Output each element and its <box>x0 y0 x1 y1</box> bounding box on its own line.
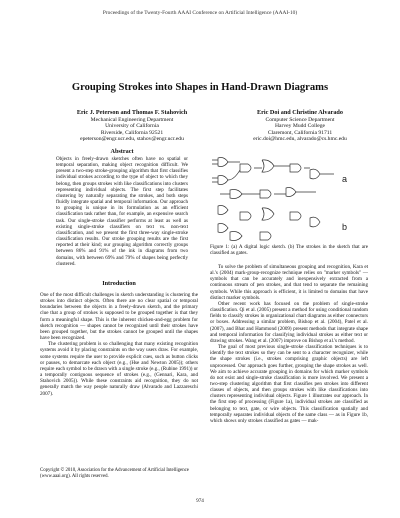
abstract-heading: Abstract <box>110 148 134 155</box>
paper-title: Grouping Strokes into Shapes in Hand-Drawn Diagrams <box>71 82 329 93</box>
page-number: 974 <box>196 498 204 504</box>
proceedings-header: Proceedings of the Twenty-Fourth AAAI Conference on Artificial Intelligence (AAAI-10) <box>102 10 298 16</box>
author-location: Riverside, California 92521 <box>100 129 164 136</box>
author-email: epeterson@engr.ucr.edu, stahov@engr.ucr.edu <box>80 136 184 143</box>
author-names: Eric Doi and Christine Alvarado <box>257 109 343 116</box>
author-block-left <box>52 110 212 143</box>
right-paragraph-3: The goal of most previous single-stroke classification techniques is to identify the text strokes so they can be sent to a character recognizer, while the shape strokes (i.e., strokes comprising graphic objects) are left unprocessed. Our approach goes further, grouping the shape strokes as well. We aim to achieve accurate grouping in domains for which marker symbols do not exist and single-stroke classification is more involved. We present a two-step clustering algorithm that first classifies pen strokes into different classes of objects, and then groups strokes with like classifications into clusters representing individual objects. Figure 1 illustrates our approach. In the first step of processing (Figure 1a), individual strokes are classified as belonging to text, gate, or wire objects. This classification spatially and temporally separates individual objects of the same class — as in Figure 1b, which shows only strokes classified as gates — mak- <box>210 344 368 424</box>
figure-caption: Figure 1: (a) A digital logic sketch. (b) The strokes in the sketch that are classified as gates. <box>210 244 368 257</box>
intro-paragraph-2: The clustering problem is so challenging that many existing recognition systems avoid it by placing constraints on the way users draw. For example, some systems require the user to provide explicit cues, such as button clicks or pauses, to demarcate each object (e.g., (Hse and Newton 2005)); others require each symbol to be drawn with a single stroke (e.g., (Rubine 1991)) or a temporally contiguous sequence of strokes (e.g., (Gennari, Kara, and Stahovich 2005)). While these constraints aid recognition, they do not generally match the way people naturally draw (Alvarado and Lazzareschi 2007). <box>40 341 198 397</box>
author-block-right <box>230 110 370 143</box>
author-names: Eric J. Peterson and Thomas F. Stahovich <box>76 109 188 116</box>
intro-paragraph-1: One of the most difficult challenges in sketch understanding is clustering the strokes into distinct objects. Often there are no clear spatial or temporal boundaries between the objects in a freely-drawn sketch, and the primary clue that a group of strokes is supposed to be grouped together is that they form a meaningful shape. This is the inherent chicken-and-egg problem for sketch recognition — shapes cannot be recognized until their strokes have been grouped together, but the strokes cannot be grouped until the shapes have been recognized. <box>40 292 198 342</box>
author-institution: University of California <box>105 123 159 130</box>
figure-label-b: b <box>342 222 348 232</box>
copyright-notice: Copyright © 2010, Association for the Advancement of Artificial Intelligence (www.aaai.org). All rights reserved. <box>40 468 189 479</box>
author-location: Claremont, California 91711 <box>267 129 333 136</box>
introduction-heading: Introduction <box>102 280 136 287</box>
abstract-text: Objects in freely-drawn sketches often have no spatial or temporal separation, making object recognition difficult. We present a two-step stroke-grouping algorithm that first classifies individual strokes according to the type of object to which they belong, then groups strokes with like classifications into clusters representing individual objects. The first step facilitates clustering by naturally separating the strokes, and both steps fluidly integrate spatial and temporal information. Our approach to grouping is unique in its formulation as an efficient classification task rather than, for example, an expensive search task. Our single-stroke classifier performs at least as well as existing single-stroke classifiers on text vs. non-text classification, and we present the first three-way single-stroke classification results. Our stroke grouping results are the first reported at their kind; our grouping algorithm correctly groups between 86% and 91% of the ink in diagrams from two domains, with between 69% and 79% of shapes being perfectly clustered. <box>56 156 188 267</box>
figure-1-sketch <box>210 150 360 242</box>
right-paragraph-2: Other recent work has focused on the problem of single-stroke classification. Qi et al. (2005) present a method for using conditional random fields to classify strokes in organizational chart diagrams as either connectors or boxes. Addressing a similar problem, Bishop et al. (2004), Patel et al. (2007), and Bhat and Hammond (2009) present methods that integrate shape and temporal information for classifying individual strokes as either text or drawing strokes. Wang et al. (2007) improve on Bishop et al.'s method. <box>210 300 368 344</box>
author-institution: Harvey Mudd College <box>274 123 326 130</box>
author-dept: Mechanical Engineering Department <box>90 116 174 123</box>
author-email: eric.doi@hmc.edu, alvarado@cs.hmc.edu <box>253 136 347 143</box>
figure-label-a: a <box>342 174 348 184</box>
introduction-body <box>40 292 198 397</box>
right-paragraph-1: To solve the problem of simultaneous grouping and recognition, Kara et al.'s (2004) mark-group-recognize technique relies on "marker symbols" — symbols that can be accurately and inexpensively extracted from a continuous stream of pen strokes, and that tend to separate the remaining symbols. While this approach is efficient, it is limited to domains that have distinct marker symbols. <box>210 264 368 301</box>
author-dept: Computer Science Department <box>265 116 335 123</box>
sketch-panel-a <box>212 158 334 199</box>
right-column-body <box>210 264 368 424</box>
sketch-panel-b <box>218 206 320 241</box>
